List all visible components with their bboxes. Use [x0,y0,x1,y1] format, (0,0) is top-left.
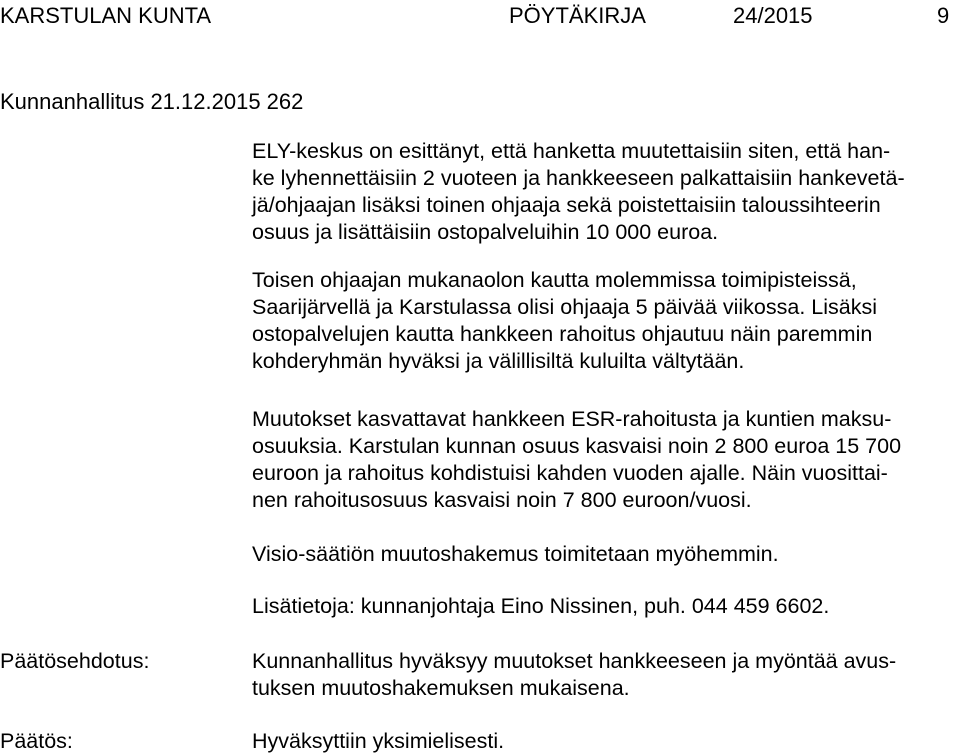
meeting-reference: Kunnanhallitus 21.12.2015 262 [0,89,304,114]
text-line: osuus ja lisättäisiin ostopalveluihin 10 000 euroa. [252,220,719,244]
text-line: ELY-keskus on esittänyt, että hanketta muutettaisiin siten, että han- [252,139,891,163]
page-number: 9 [937,3,950,28]
text-line: nen rahoitusosuus kasvaisi noin 7 800 euroon/vuosi. [252,488,752,512]
decision-label: Päätös: [0,729,73,753]
text-line: jä/ohjaajan lisäksi toinen ohjaaja sekä poistettaisiin taloussihteerin [252,193,881,217]
paragraph-visio-application: Visio-säätiön muutoshakemus toimitetaan myöhemmin. [252,542,779,566]
text-line: euroon ja rahoitus kohdistuisi kahden vuoden ajalle. Näin vuosittai- [252,461,888,485]
text-line: kohderyhmän hyväksi ja välillisiltä kuluilta vältytään. [252,349,745,373]
organization-name: KARSTULAN KUNTA [0,3,212,28]
document-number: 24/2015 [733,3,813,28]
proposal-label: Päätösehdotus: [0,649,150,673]
text-line: Kunnanhallitus hyväksyy muutokset hankkeeseen ja myöntää avus- [252,649,897,673]
text-line: Toisen ohjaajan mukanaolon kautta molemmissa toimipisteissä, [252,268,857,292]
paragraph-further-info: Lisätietoja: kunnanjohtaja Eino Nissinen, puh. 044 459 6602. [252,594,830,618]
text-line: osuuksia. Karstulan kunnan osuus kasvaisi noin 2 800 euroa 15 700 [252,434,902,458]
text-line: Saarijärvellä ja Karstulassa olisi ohjaaja 5 päivää viikossa. Lisäksi [252,295,878,319]
text-line: ostopalvelujen kautta hankkeen rahoitus ohjautuu näin paremmin [252,322,873,346]
text-line: Muutokset kasvattavat hankkeen ESR-rahoitusta ja kuntien maksu- [252,407,892,431]
text-line: ke lyhennettäisiin 2 vuoteen ja hankkeeseen palkattaisiin hankevetä- [252,166,905,190]
document-type: PÖYTÄKIRJA [509,3,646,28]
text-line: tuksen muutoshakemuksen mukaisena. [252,676,630,700]
decision-text: Hyväksyttiin yksimielisesti. [252,729,505,753]
